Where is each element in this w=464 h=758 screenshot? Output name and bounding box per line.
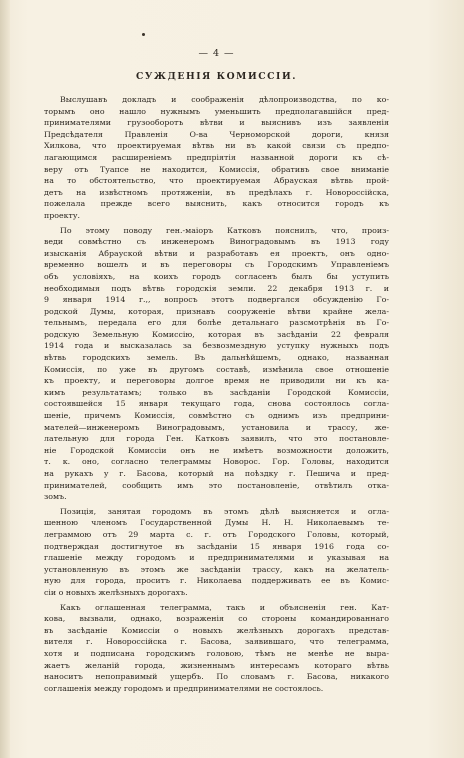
page-spine-shadow [0, 0, 10, 758]
text-line: кимъ результатамъ; только въ засѣданіи Городской Комиссіи, [44, 387, 389, 397]
text-line: т. к. оно, согласно телеграммы Новорос. Гор. Головы, находится [44, 457, 389, 467]
text-line: кова, вызвали, однако, возраженія со стороны командированнаго [44, 614, 389, 624]
text-line: Комиссія, по уже въ другомъ составѣ, измѣнила свое отношеніе [44, 364, 389, 374]
text-line: принимателей, сообщить имъ это постановленіе, отвѣтилъ отка- [44, 480, 389, 490]
text-line: наноситъ непоправимый ущербъ. По словамъ г. Басова, никакого [44, 672, 389, 682]
text-line: леграммою отъ 29 марта с. г. отъ Городского Головы, который, [44, 529, 389, 539]
text-line: жаетъ желаній города, жизненнымъ интересамъ котораго вѣтвь [44, 660, 389, 670]
text-line: 9 января 1914 г.,, вопросъ этотъ подвергался обсужденію Го- [44, 295, 389, 305]
text-line: шенною членомъ Государственной Думы Н. Н. Николаевымъ те- [44, 518, 389, 528]
paragraph [44, 506, 389, 599]
text-line: мателей—инженеромъ Виноградовымъ, установила и трассу, же- [44, 422, 389, 432]
page-number: — 4 — [198, 48, 235, 59]
text-line: установленную въ этомъ же засѣданіи трассу, какъ на желатель- [44, 564, 389, 574]
text-line: пожелала прежде всего выяснить, какъ относится городъ къ [44, 199, 389, 209]
text-line: на рукахъ у г. Басова, который на поѣздку г. Пешича и пред- [44, 469, 389, 478]
text-line: въ засѣданіе Комиссіи о новыхъ желѣзныхъ дорогахъ представ- [44, 625, 389, 635]
text-line: принимателями грузооборотъ вѣтви и выяснивъ изъ заявленія [44, 118, 389, 128]
text-line: объ условіяхъ, на коихъ городъ согласенъ былъ бы уступить [44, 271, 389, 281]
text-line: родской Думы, которая, признавъ сооруженіе вѣтви крайне жела- [44, 306, 389, 316]
document-body [44, 48, 389, 697]
text-line: тельнымъ, передала его для болѣе детальнаго разсмотрѣнія въ Го- [44, 318, 389, 328]
text-line: къ проекту, и переговоры долгое время не приводили ни къ ка- [44, 376, 389, 386]
text-line: Предсѣдателя Правленія О-ва Черноморской дороги, князя [44, 129, 389, 139]
text-line: ную для города, проситъ г. Николаева поддерживать ее въ Комис- [44, 576, 389, 586]
paragraph [44, 602, 389, 695]
text-line: лательную для города Ген. Катковъ заявилъ, что это постановле- [44, 434, 389, 444]
text-line: лагающимся расширеніемъ предпріятія названной дороги къ сѣ- [44, 152, 389, 162]
text-line: зомъ. [44, 492, 67, 502]
paragraph [44, 94, 389, 222]
text-line: подтверждая достигнутое въ засѣданіи 15 января 1916 года со- [44, 541, 389, 551]
text-line: сіи о новыхъ желѣзныхъ дорогахъ. [44, 587, 188, 597]
text-line: на то обстоятельство, что проектируемая Абрауская вѣтвь прой- [44, 176, 389, 186]
text-line: Хилкова, что проектируемая вѣтвь ни въ какой связи съ предпо- [44, 141, 389, 151]
text-line: хотя и подписана городскимъ головою, тѣмъ не менѣе не выра- [44, 648, 389, 658]
ink-speck [142, 33, 145, 36]
text-line: 1914 года и высказалась за безвозмездную уступку нужныхъ подъ [44, 341, 389, 351]
text-line: детъ на извѣстномъ протяженіи, въ предѣлахъ г. Новороссійска, [44, 187, 389, 197]
text-line: Выслушавъ докладъ и соображенія дѣлопроизводства, по ко- [60, 95, 389, 104]
text-line: состоявшейся 15 января текущаго года, снова состоялось согла- [44, 399, 389, 409]
text-line: глашеніе между городомъ и предпринимателями и указывая на [44, 553, 389, 563]
paragraphs-container [44, 94, 389, 694]
text-line: родскую Земельную Комиссію, которая въ засѣданіи 22 февраля [44, 329, 389, 339]
text-line: вѣтвь городскихъ земель. Въ дальнѣйшемъ, однако, названная [44, 353, 389, 363]
paragraph [44, 225, 389, 503]
text-line: По этому поводу ген.-маіоръ Катковъ пояснилъ, что, произ- [60, 225, 389, 235]
text-line: ніе Городской Комиссіи онъ не имѣетъ возможности доложить, [44, 445, 389, 455]
text-line: вителя г. Новороссійска г. Басова, заявившаго, что телеграмма, [44, 637, 389, 647]
text-line: изысканія Абрауской вѣтви и разработавъ ея проектъ, онъ одно- [44, 248, 389, 258]
text-line: шеніе, причемъ Комиссія, совмѣстно съ однимъ изъ предприни- [44, 411, 389, 421]
text-line: проекту. [44, 210, 80, 220]
text-line: соглашенія между городомъ и предпринимателями не состоялось. [44, 683, 324, 693]
text-line: необходимыя подъ вѣтвь городскія земли. 22 декабря 1913 г. и [44, 283, 389, 293]
text-line: временно вошелъ и въ переговоры съ Городскимъ Управленіемъ [44, 260, 389, 270]
text-line: веру отъ Туапсе не находится, Комиссія, обративъ свое вниманіе [44, 164, 389, 174]
text-line: торымъ оно нашло нужнымъ уменьшить предполагавшійся пред- [44, 106, 389, 116]
section-heading: СУЖДЕНІЯ КОМИССІИ. [135, 71, 298, 82]
text-line: Позиція, занятая городомъ въ этомъ дѣлѣ выясняется и огла- [60, 506, 389, 516]
text-line: веди совмѣстно съ инженеромъ Виноградовымъ въ 1913 году [44, 237, 389, 247]
text-line: Какъ оглашенная телеграмма, такъ и объясненія ген. Кат- [60, 602, 389, 612]
